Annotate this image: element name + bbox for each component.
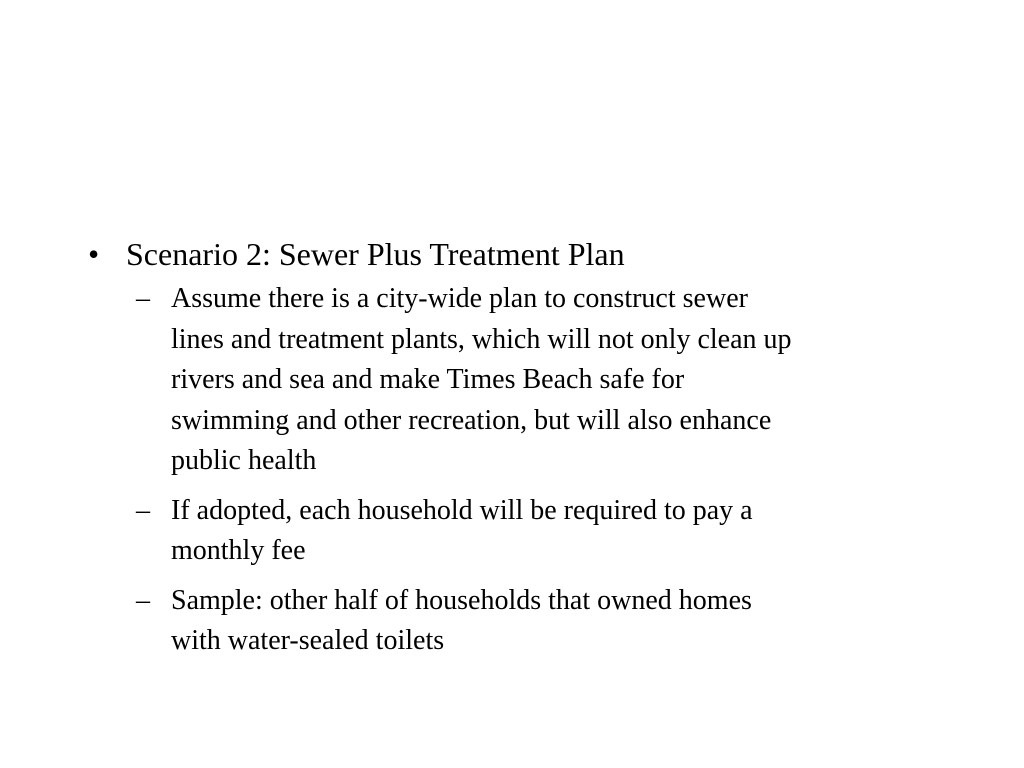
sub-bullet-item <box>134 581 924 662</box>
sub-bullet-list <box>88 279 968 662</box>
sub-bullet-text-monthly-fee: If adopted, each household will be required to pay a monthly fee <box>171 494 753 566</box>
dash-marker: – <box>136 494 150 526</box>
sub-bullet-text-assumption: Assume there is a city-wide plan to construct sewer lines and treatment plants, which will not only clean up rivers and sea and make Times Beach safe for swimming and other recreation, but will also enhance public health <box>171 283 792 476</box>
sub-bullet-item <box>134 279 924 482</box>
bullet-list <box>88 233 968 671</box>
dash-marker: – <box>136 584 150 616</box>
sub-bullet-item <box>134 491 924 572</box>
bullet-marker: • <box>88 236 100 272</box>
sub-bullet-text-sample: Sample: other half of households that owned homes with water-sealed toilets <box>171 584 752 656</box>
dash-marker: – <box>136 283 150 314</box>
bullet-text-scenario-2: Scenario 2: Sewer Plus Treatment Plan <box>126 236 625 272</box>
bullet-item <box>88 233 968 275</box>
